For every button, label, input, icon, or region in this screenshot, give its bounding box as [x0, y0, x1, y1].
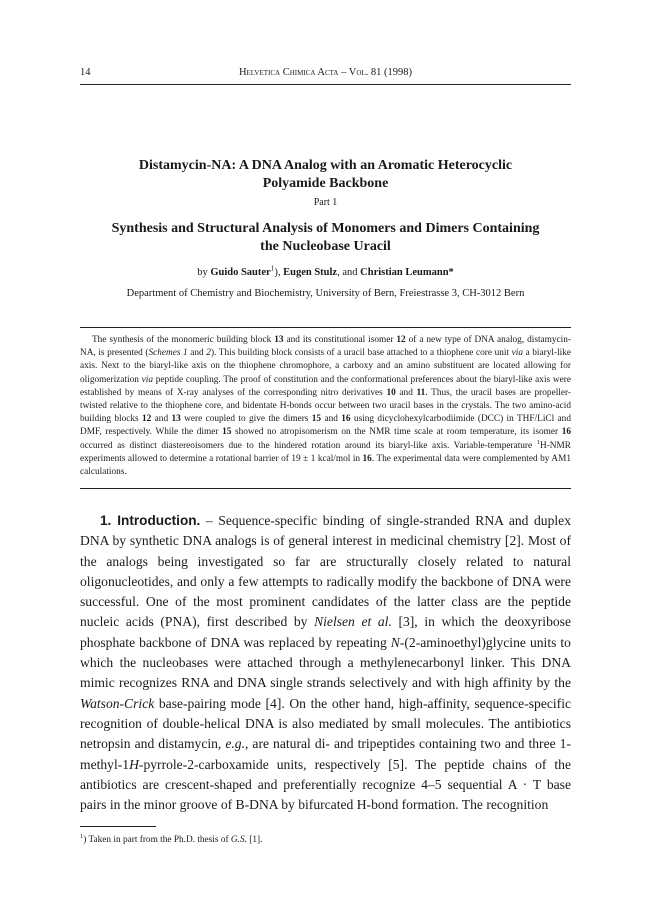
- by-word: by: [197, 267, 208, 278]
- abstract-text-segment: The synthesis of the monomeric building block: [92, 335, 275, 345]
- author-sauter: Guido Sauter: [210, 267, 271, 278]
- compound-number: 15: [311, 414, 322, 425]
- italic-word: e.g.: [225, 736, 245, 752]
- italic-letter: N: [390, 634, 400, 650]
- subtitle-line-1: Synthesis and Structural Analysis of Monomers and Dimers Containing: [111, 221, 540, 236]
- abstract-text-segment: and: [151, 414, 172, 425]
- footnote-ref: 1: [270, 263, 275, 273]
- abstract-text-segment: ). This building block consists of a uracil base attached to a thiophene core unit: [210, 348, 512, 359]
- title-line-1: Distamycin-NA: A DNA Analog with an Aromatic Heterocyclic: [138, 158, 513, 173]
- compound-number: 15: [222, 427, 232, 438]
- compound-number: 13: [274, 335, 284, 345]
- abstract-text-segment: showed no atropisomerism on the NMR time scale at room temperature, its isomer: [231, 427, 562, 438]
- footnote-text-segment: ) Taken in part from the Ph.D. thesis of: [83, 835, 231, 845]
- header-rule: [80, 84, 571, 85]
- body-text-segment: [3], in which the deoxyribose phosphate backbone of DNA was replaced by repeating: [80, 614, 571, 650]
- running-head: [80, 66, 571, 80]
- article-title: [80, 157, 571, 193]
- abstract-rule-top: [80, 327, 571, 328]
- abstract-text-segment: . Thus, the uracil bases are propeller-twisted relative to the thiophene core, and bidentate H-bonds occur between two uracil bases in the crystals. The two amino-acid building blocks: [80, 387, 571, 425]
- abstract-text-segment: occurred as distinct diastereoisomers due to the hindered rotation around its biaryl-like axis. Variable-temperature: [80, 440, 537, 451]
- article-subtitle: [80, 220, 571, 256]
- part-label: Part 1: [313, 197, 338, 208]
- journal-title: Helvetica Chimica Acta – Vol. 81 (1998): [238, 67, 413, 78]
- affiliation: Department of Chemistry and Biochemistry, University of Bern, Freiestrasse 3, CH-3012 Bern: [126, 288, 525, 299]
- and-word: and: [342, 267, 358, 278]
- abstract-text-segment: and: [321, 414, 342, 425]
- body-text-segment: -(2-aminoethyl)glycine units to which the nucleobases were attached through a methylenecarbonyl linker. This DNA mimic recognizes RNA and DNA single strands selectively and with high affinity by the: [80, 634, 571, 691]
- abstract-text-segment: and its constitutional isomer: [283, 335, 397, 345]
- compound-number: 12: [142, 414, 152, 425]
- footnote-mark: 1: [80, 832, 84, 840]
- abstract-text-segment: of a new type of DNA analog, distamycin-NA, is presented (: [80, 335, 571, 359]
- abstract-text-segment: and: [395, 387, 417, 398]
- compound-number: 10: [386, 387, 396, 398]
- author-citation: Watson-Crick: [80, 695, 155, 711]
- page-number: 14: [80, 67, 91, 78]
- body-text-segment: base-pairing mode [4]. On the other hand, high-affinity, sequence-specific recognition of double-helical DNA is also mediated by small molecules. The antibiotics netropsin and distamycin,: [80, 695, 571, 752]
- author-citation: Nielsen et al.: [314, 614, 392, 630]
- abstract-rule-bottom: [80, 488, 571, 489]
- author-leumann: Christian Leumann*: [360, 267, 454, 278]
- author-line: by Guido Sauter$^1$), Eugen Stulz, and Christian Leumann*: [197, 263, 454, 278]
- italic-letter: H: [129, 756, 139, 772]
- abstract-text-segment: a biaryl-like axis. Next to the biaryl-like axis on the thiophene chromophore, a carboxy and an amino substituent are located allowing for oligomerization: [80, 348, 572, 385]
- footnote-rule: [80, 826, 156, 827]
- abstract-text-segment: were coupled to give the dimers: [180, 414, 312, 425]
- compound-number: 12: [396, 335, 406, 345]
- abstract-text-segment: peptide coupling. The proof of constitution and the conformational preferences about the biaryl-like axis were established by means of X-ray analyses of the corresponding nitro derivatives: [80, 374, 571, 398]
- footnote-text-segment: [1].: [246, 835, 263, 845]
- italic-initials: G.S.: [230, 835, 247, 845]
- abstract-text: [80, 334, 571, 479]
- subtitle-line-2: the Nucleobase Uracil: [260, 239, 391, 254]
- body-text-segment: -pyrrole-2-carboxamide units, respectively [5]. The peptide chains of the antibiotics are crescent-shaped and preferentially recognize 4–5 sequential A · T base pairs in the minor groove of B-DNA by bifurcated H-bond formation. The recognition: [80, 756, 571, 813]
- compound-number: 16: [362, 453, 372, 464]
- compound-number: 11: [416, 387, 426, 398]
- compound-number: 16: [561, 427, 572, 438]
- body-text-segment: – Sequence-specific binding of single-stranded RNA and duplex DNA by synthetic DNA analogs is of general interest in medicinal chemistry [2]. Most of the analogs being investigated so far are structurally closely related to natural oligonucleotides, and only a few attempts to radically modify the backbone of DNA were successful. One of the most prominent candidates of the latter class are the peptide nucleic acids (PNA), first described by: [80, 513, 572, 630]
- abstract-text-segment: H-NMR experiments allowed to determine a rotational barrier of 19 ± 1 kcal/mol in: [80, 440, 571, 464]
- abstract-text-segment: and: [187, 348, 207, 359]
- italic-word: via: [511, 348, 523, 359]
- scheme-ref: Schemes 1: [148, 348, 188, 359]
- compound-number: 13: [171, 414, 181, 425]
- italic-word: via: [141, 374, 153, 385]
- body-text-segment: , are natural di- and tripeptides containing two and three 1-methyl-1: [80, 736, 572, 772]
- section-heading: 1. Introduction.: [100, 513, 201, 528]
- title-line-2: Polyamide Backbone: [262, 176, 389, 191]
- intro-paragraph: [80, 511, 571, 815]
- compound-number: 16: [341, 414, 351, 425]
- introduction: [80, 511, 571, 815]
- footnote: [80, 834, 571, 846]
- isotope-superscript: 1: [536, 438, 540, 446]
- scheme-ref: 2: [206, 348, 211, 359]
- author-stulz: Eugen Stulz: [283, 267, 338, 278]
- abstract-text-segment: . The experimental data were complemented by AM1 calculations.: [80, 453, 571, 478]
- abstract: [80, 334, 571, 479]
- abstract-text-segment: using dicyclohexylcarbodiimide (DCC) in THF/LiCl and DMF, respectively. While the dimer: [80, 414, 571, 438]
